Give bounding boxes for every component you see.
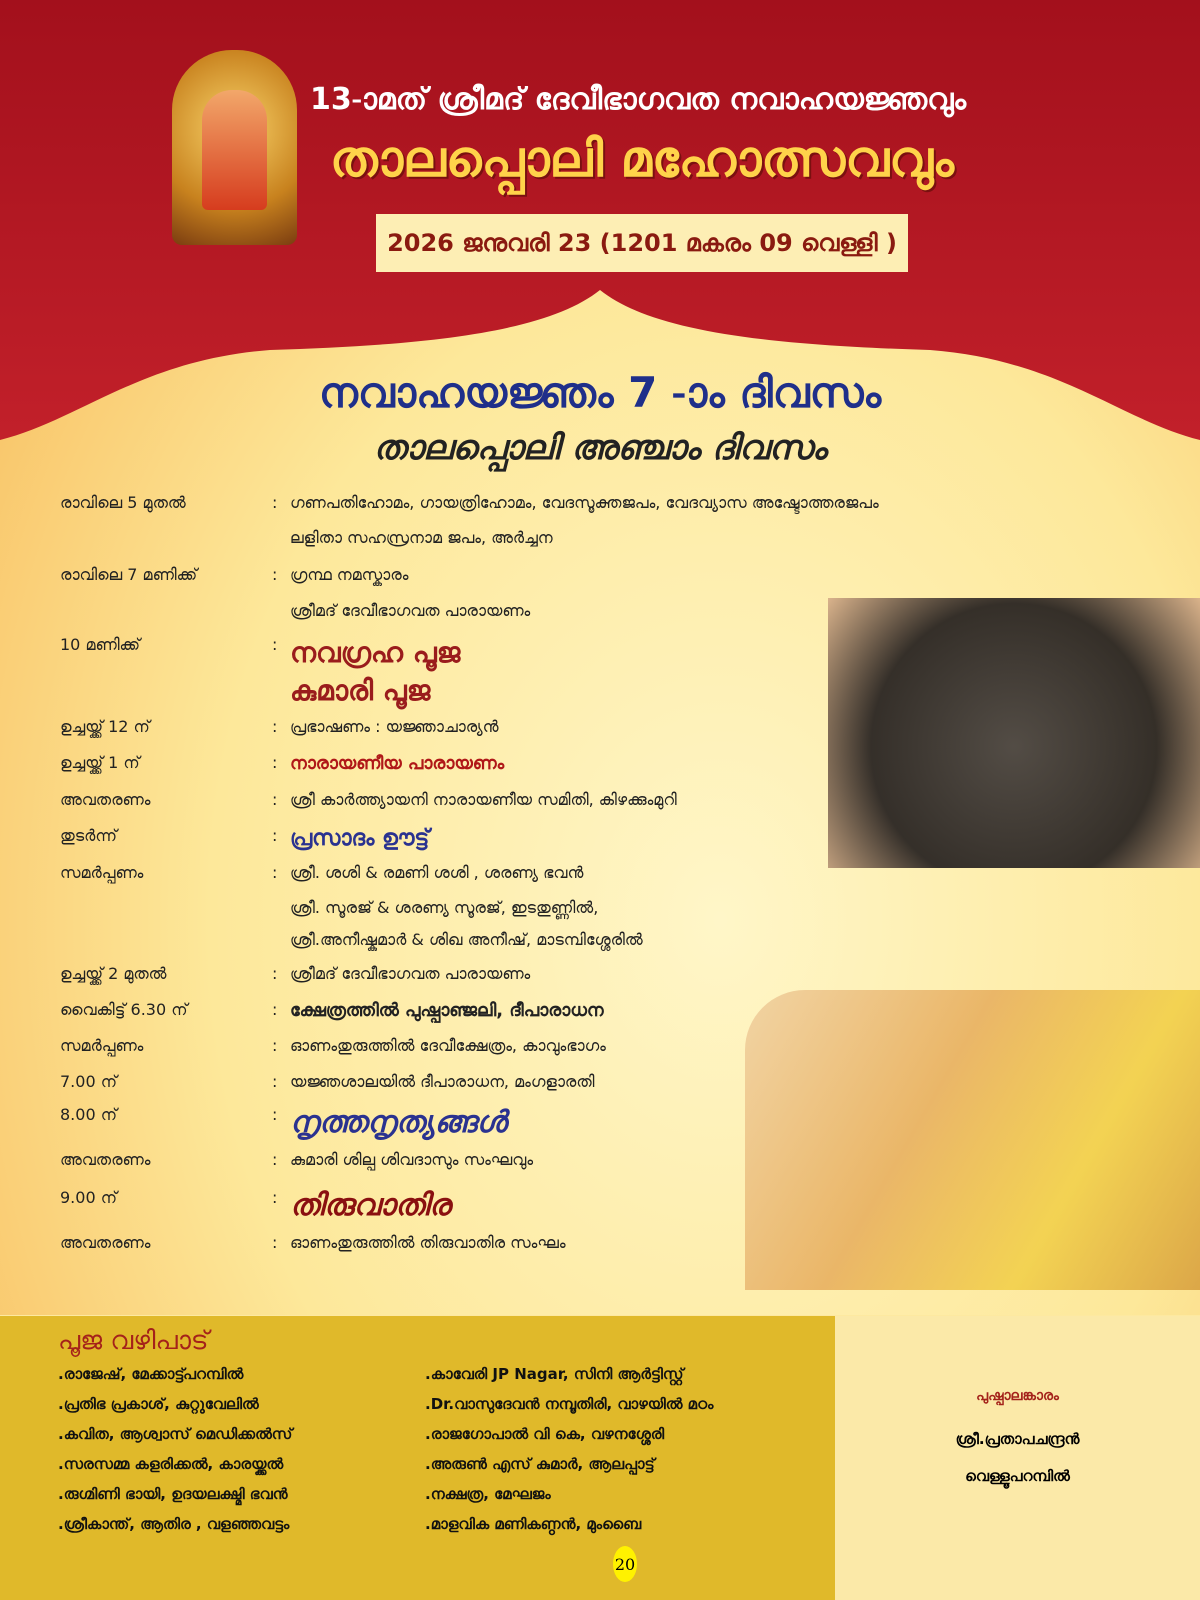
pooja-sponsor: .അരുൺ എസ് കുമാർ, ആലപ്പാട്ട് [425, 1455, 655, 1473]
separator: : [272, 1072, 278, 1091]
schedule-time: 8.00 ന് [60, 1105, 117, 1124]
schedule-item: നൃത്തനൃത്യങ്ങൾ [290, 1105, 507, 1140]
pooja-sponsor: .ശ്രീകാന്ത്, ആതിര , വളഞ്ഞവട്ടം [58, 1515, 290, 1533]
schedule-time: സമർപ്പണം [60, 863, 144, 882]
schedule-item: നാരായണീയ പാരായണം [290, 753, 505, 774]
schedule-time: രാവിലെ 5 മുതൽ [60, 493, 186, 512]
schedule-row [60, 790, 1190, 826]
pooja-list-1 [58, 1362, 413, 1536]
schedule-time: 9.00 ന് [60, 1188, 117, 1207]
pooja-title: പൂജ വഴിപാട് [58, 1326, 209, 1356]
schedule-item: തിരുവാതിര [290, 1188, 451, 1223]
schedule-row [60, 565, 1190, 601]
flower-title: പുഷ്പാലങ്കാരം [976, 1388, 1059, 1404]
schedule-row [60, 1072, 1190, 1105]
pooja-sponsor: .പ്രതിഭ പ്രകാശ്, കുറ്റുവേലിൽ [58, 1395, 259, 1413]
separator: : [272, 635, 278, 654]
schedule-time: അവതരണം [60, 1150, 151, 1169]
schedule-item: കുമാരി ശില്പ ശിവദാസും സംഘവും [290, 1150, 534, 1169]
schedule-row [60, 717, 1190, 753]
schedule-item: ശ്രീമദ് ദേവീഭാഗവത പാരായണം [290, 601, 531, 620]
page-number: 20 [613, 1546, 637, 1582]
schedule-time: 10 മണിക്ക് [60, 635, 141, 654]
schedule-item: ശ്രീ. ശശി & രമണി ശശി , ശരണ്യ ഭവൻ [290, 863, 584, 882]
schedule-row [60, 1000, 1190, 1036]
schedule-item: ഗ്രന്ഥ നമസ്കാരം [290, 565, 409, 584]
schedule-item: ഓണംതുരുത്തിൽ തിരുവാതിര സംഘം [290, 1233, 566, 1252]
schedule-row [60, 673, 1190, 717]
schedule-item: ക്ഷേത്രത്തിൽ പുഷ്പാഞ്ജലി, ദീപാരാധന [290, 1000, 604, 1021]
schedule-time: വൈകിട്ട് 6.30 ന് [60, 1000, 188, 1019]
schedule-list [60, 493, 1190, 1270]
flower-sponsor: ശ്രീ.പ്രതാപചന്ദ്രൻ [955, 1430, 1080, 1448]
event-date: 2026 ജനുവരി 23 (1201 മകരം 09 വെള്ളി ) [376, 214, 908, 272]
schedule-row [60, 964, 1190, 1000]
pooja-sponsor: .കാവേരി JP Nagar, സിനി ആർട്ടിസ്റ്റ് [425, 1365, 684, 1383]
schedule-item: ശ്രീമദ് ദേവീഭാഗവത പാരായണം [290, 964, 531, 983]
schedule-time: ഉച്ചയ്ക്ക് 2 മുതൽ [60, 964, 167, 983]
schedule-time: സമർപ്പണം [60, 1036, 144, 1055]
day-subheading: താലപ്പൊലി അഞ്ചാം ദിവസം [373, 428, 827, 468]
separator: : [272, 964, 278, 983]
flower-sponsor-place: വെള്ളൂപറമ്പിൽ [965, 1467, 1070, 1485]
schedule-item: ശ്രീ. സൂരജ് & ശരണ്യ സൂരജ്, ഇടതുണ്ണിൽ, [290, 898, 599, 917]
pooja-sponsor: .Dr.വാസുദേവൻ നമ്പൂതിരി, വാഴയിൽ മഠം [425, 1395, 714, 1413]
flower-panel [835, 1316, 1200, 1600]
schedule-time: തുടർന്ന് [60, 826, 117, 845]
separator: : [272, 1150, 278, 1169]
schedule-item: പ്രസാദം ഊട്ട് [290, 826, 430, 851]
schedule-time: അവതരണം [60, 790, 151, 809]
pooja-sponsor: .മാളവിക മണികണ്ഠൻ, മുംബൈ [425, 1515, 642, 1533]
pooja-sponsor: .നക്ഷത്ര, മേഘജം [425, 1485, 551, 1503]
schedule-item: ശ്രീ കാർത്ത്യായനി നാരായണീയ സമിതി, കിഴക്കുംമുറി [290, 790, 677, 809]
schedule-item: കുമാരി പൂജ [290, 674, 431, 707]
pooja-list-2 [425, 1362, 825, 1582]
schedule-item: ഓണംതുരുത്തിൽ ദേവീക്ഷേത്രം, കാവുംഭാഗം [290, 1036, 606, 1055]
schedule-time: അവതരണം [60, 1233, 151, 1252]
pooja-sponsor: .രുഗ്മിണി ഭായി, ഉദയലക്ഷ്മി ഭവൻ [58, 1485, 288, 1503]
separator: : [272, 1105, 278, 1124]
schedule-time: രാവിലെ 7 മണിക്ക് [60, 565, 198, 584]
schedule-item: നവഗ്രഹ പൂജ [290, 636, 461, 669]
separator: : [272, 1233, 278, 1252]
schedule-time: ഉച്ചയ്ക്ക് 1 ന് [60, 753, 140, 772]
schedule-row [60, 1188, 1190, 1233]
schedule-row [60, 930, 1190, 964]
separator: : [272, 565, 278, 584]
separator: : [272, 1000, 278, 1019]
schedule-row [60, 601, 1190, 635]
festival-title: താലപ്പൊലി മഹോത്സവവും [330, 130, 954, 188]
schedule-item: ലളിതാ സഹസ്രനാമ ജപം, അർച്ചന [290, 528, 553, 547]
separator: : [272, 1188, 278, 1207]
separator: : [272, 826, 278, 845]
separator: : [272, 753, 278, 772]
schedule-row [60, 528, 1190, 565]
separator: : [272, 717, 278, 736]
event-title: 13-ാമത് ശ്രീമദ് ദേവീഭാഗവത നവാഹയജ്ഞവും [310, 82, 967, 117]
schedule-row [60, 635, 1190, 673]
schedule-item: ഗണപതിഹോമം, ഗായത്രിഹോമം, വേദസൂക്തജപം, വേദവ്യാസ അഷ്ടോത്തരജപം [290, 493, 879, 512]
schedule-row [60, 1150, 1190, 1188]
pooja-sponsor: .കവിത, ആശ്വാസ് മെഡിക്കൽസ് [58, 1425, 293, 1443]
pooja-sponsor: .സരസമ്മ കളരിക്കൽ, കാരയ്ക്കൽ [58, 1455, 284, 1473]
schedule-item: യജ്ഞശാലയിൽ ദീപാരാധന, മംഗളാരതി [290, 1072, 595, 1091]
schedule-row [60, 863, 1190, 898]
pooja-sponsor: .രാജേഷ്, മേക്കാട്ട്പറമ്പിൽ [58, 1365, 244, 1383]
schedule-item: ശ്രീ.അനീഷ്കുമാർ & ശിഖ അനീഷ്, മാടമ്പിശ്ശേരിൽ [290, 930, 643, 949]
goddess-image [172, 50, 297, 245]
separator: : [272, 1036, 278, 1055]
schedule-row [60, 1105, 1190, 1150]
schedule-row [60, 826, 1190, 863]
schedule-row [60, 898, 1190, 930]
schedule-row [60, 493, 1190, 528]
pooja-sponsor: .രാജഗോപാൽ വി കെ, വഴനശ്ശേരി [425, 1425, 665, 1443]
schedule-row [60, 1036, 1190, 1072]
separator: : [272, 493, 278, 512]
schedule-row [60, 1233, 1190, 1270]
separator: : [272, 863, 278, 882]
schedule-time: 7.00 ന് [60, 1072, 117, 1091]
day-heading: നവാഹയജ്ഞം 7 -ാം ദിവസം [318, 368, 882, 417]
schedule-time: ഉച്ചയ്ക്ക് 12 ന് [60, 717, 150, 736]
separator: : [272, 790, 278, 809]
schedule-item: പ്രഭാഷണം : യജ്ഞാചാര്യൻ [290, 717, 499, 736]
schedule-row [60, 753, 1190, 790]
